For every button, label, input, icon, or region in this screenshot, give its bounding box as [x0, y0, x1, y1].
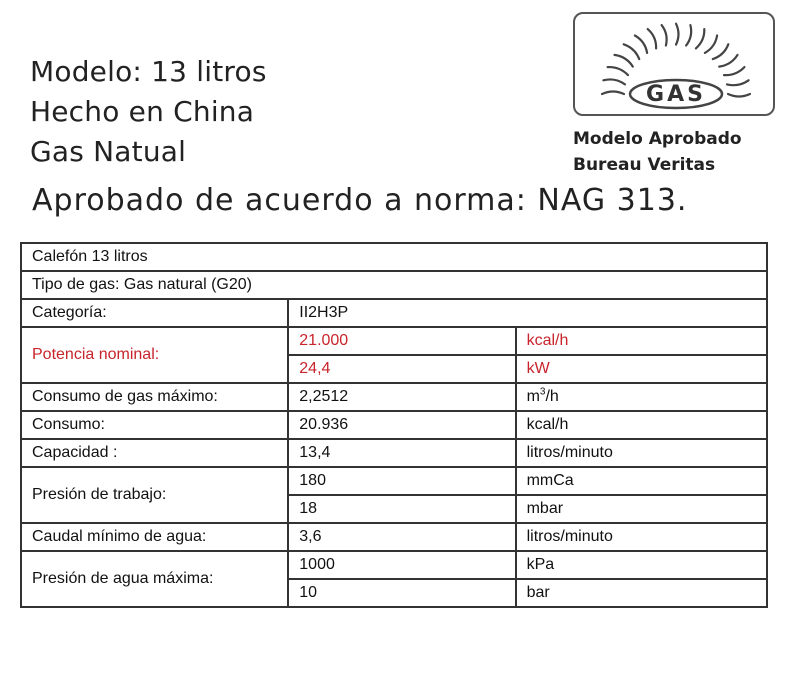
product-header — [30, 52, 267, 172]
sun-ray — [696, 29, 704, 48]
gas-line: Gas Natual — [30, 135, 187, 168]
potencia-label: Potencia nominal: — [21, 327, 288, 383]
sun-ray — [602, 92, 624, 95]
table-row — [21, 551, 767, 579]
sun-ray — [728, 94, 750, 97]
sun-ray — [624, 44, 640, 59]
origin-line: Hecho en China — [30, 95, 255, 128]
categoria-value: II2H3P — [288, 299, 767, 327]
potencia-value-1: 21.000 — [288, 327, 515, 355]
table-row — [21, 243, 767, 271]
table-row — [21, 467, 767, 495]
table-row — [21, 411, 767, 439]
sun-ray — [686, 25, 691, 45]
sun-rays-icon — [575, 14, 777, 118]
table-row — [21, 383, 767, 411]
caudal-label: Caudal mínimo de agua: — [21, 523, 288, 551]
sun-ray — [615, 55, 633, 67]
sun-ray — [724, 67, 744, 75]
potencia-value-2: 24,4 — [288, 355, 515, 383]
table-row — [21, 523, 767, 551]
consumo-max-unit: $m^3/h$ — [516, 383, 767, 411]
presion-trabajo-label: Presión de trabajo: — [21, 467, 288, 523]
title-cell: Calefón 13 litros — [21, 243, 767, 271]
capacidad-unit: litros/minuto — [516, 439, 767, 467]
model-line: Modelo: 13 litros — [30, 55, 267, 88]
presion-trabajo-value-2: 18 — [288, 495, 515, 523]
consumo-max-value: 2,2512 — [288, 383, 515, 411]
gas-logo-text: GAS — [646, 82, 706, 107]
sun-ray — [608, 67, 628, 75]
consumo-unit: kcal/h — [516, 411, 767, 439]
presion-trabajo-unit-1: mmCa — [516, 467, 767, 495]
gas-type-cell: Tipo de gas: Gas natural (G20) — [21, 271, 767, 299]
presion-agua-value-2: 10 — [288, 579, 515, 607]
table-row — [21, 439, 767, 467]
caudal-value: 3,6 — [288, 523, 515, 551]
sun-ray — [705, 36, 717, 53]
sun-ray — [676, 24, 679, 45]
consumo-value: 20.936 — [288, 411, 515, 439]
capacidad-value: 13,4 — [288, 439, 515, 467]
categoria-label: Categoría: — [21, 299, 288, 327]
spec-table — [20, 242, 768, 608]
potencia-unit-2: kW — [516, 355, 767, 383]
consumo-max-label: Consumo de gas máximo: — [21, 383, 288, 411]
presion-agua-value-1: 1000 — [288, 551, 515, 579]
table-row — [21, 271, 767, 299]
table-row — [21, 327, 767, 355]
approval-text — [573, 126, 773, 178]
sun-ray — [713, 44, 729, 59]
sun-ray — [727, 80, 749, 85]
caudal-unit: litros/minuto — [516, 523, 767, 551]
presion-agua-unit-2: bar — [516, 579, 767, 607]
sun-ray — [719, 55, 737, 67]
presion-agua-unit-1: kPa — [516, 551, 767, 579]
consumo-label: Consumo: — [21, 411, 288, 439]
gas-approval-logo — [573, 12, 775, 116]
table-row — [21, 299, 767, 327]
potencia-unit-1: kcal/h — [516, 327, 767, 355]
approved-line-1: Modelo Aprobado — [573, 129, 742, 149]
sun-ray — [648, 29, 656, 48]
approved-line-2: Bureau Veritas — [573, 155, 716, 175]
sun-ray — [635, 36, 647, 53]
norma-line: Aprobado de acuerdo a norma: NAG 313. — [32, 183, 688, 218]
presion-agua-label: Presión de agua máxima: — [21, 551, 288, 607]
presion-trabajo-unit-2: mbar — [516, 495, 767, 523]
capacidad-label: Capacidad : — [21, 439, 288, 467]
sun-ray — [662, 25, 667, 45]
presion-trabajo-value-1: 180 — [288, 467, 515, 495]
sun-ray — [603, 79, 625, 84]
